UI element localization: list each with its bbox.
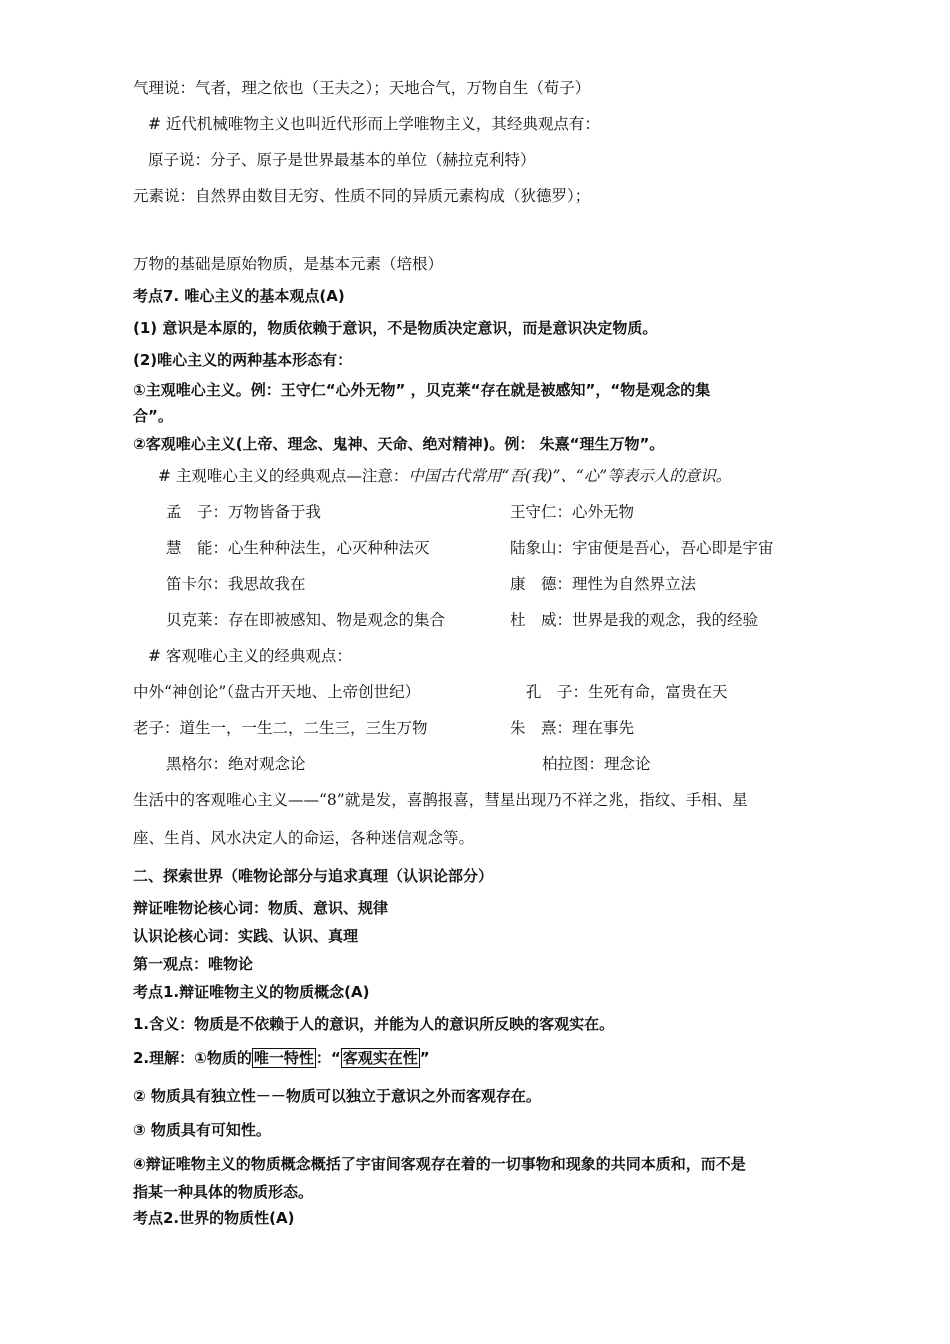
quote-right: 陆象山：宇宙便是吾心，吾心即是宇宙 (510, 539, 774, 557)
paragraph: ②客观唯心主义(上帝、理念、鬼神、天命、绝对精神)。例： 朱熹“理生万物”。 (133, 435, 665, 453)
keyword-line: 第一观点：唯物论 (133, 955, 254, 973)
quote-right: 朱 熹：理在事先 (510, 719, 635, 737)
paragraph: (1) 意识是本原的，物质依赖于意识，不是物质决定意识，而是意识决定物质。 (133, 319, 658, 337)
quote-right: 王守仁：心外无物 (510, 503, 635, 521)
quote-left: 贝克莱：存在即被感知、物是观念的集合 (166, 611, 446, 629)
paragraph: ② 物质具有独立性－－物质可以独立于意识之外而客观存在。 (133, 1087, 541, 1105)
quote-left: 黑格尔：绝对观念论 (166, 755, 306, 773)
boxed-term: 唯一特性 (253, 1049, 314, 1067)
note-emphasis: 中国古代常用“吾(我)”、“心”等表示人的意识。 (408, 467, 732, 485)
quote-left: 慧 能：心生种种法生，心灭种种法灭 (166, 539, 430, 557)
text-line: 原子说：分子、原子是世界最基本的单位（赫拉克利特） (148, 151, 536, 169)
quote-right: 柏拉图：理念论 (542, 755, 651, 773)
note-line (158, 466, 731, 486)
note-prefix: # 主观唯心主义的经典观点—注意： (158, 467, 409, 485)
keyword-line: 认识论核心词：实践、认识、真理 (133, 927, 359, 945)
text-line: 元素说：自然界由数目无穷、性质不同的异质元素构成（狄德罗）； (133, 187, 591, 205)
paragraph: ③ 物质具有可知性。 (133, 1121, 271, 1139)
quote-left: 老子：道生一，一生二，二生三，三生万物 (133, 719, 428, 737)
paragraph: (2)唯心主义的两种基本形态有： (133, 351, 353, 369)
text-line: # 客观唯心主义的经典观点： (148, 647, 352, 665)
paragraph: 座、生肖、风水决定人的命运，各种迷信观念等。 (133, 829, 475, 847)
text-line: 万物的基础是原始物质，是基本元素（培根） (133, 255, 444, 273)
paragraph: 生活中的客观唯心主义——“8”就是发，喜鹊报喜，彗星出现乃不祥之兆，指纹、手相、星 (133, 791, 748, 809)
section-heading: 考点7. 唯心主义的基本观点(A) (133, 287, 345, 305)
keyword-line: 辩证唯物论核心词：物质、意识、规律 (133, 899, 389, 917)
quote-right: 杜 威：世界是我的观念，我的经验 (510, 611, 759, 629)
quote-left: 中外“神创论”（盘古开天地、上帝创世纪） (133, 683, 421, 701)
quote-right: 孔 子：生死有命，富贵在天 (526, 683, 728, 701)
section-heading: 考点1.辩证唯物主义的物质概念(A) (133, 983, 370, 1001)
paragraph: 1.含义：物质是不依赖于人的意识，并能为人的意识所反映的客观实在。 (133, 1015, 615, 1033)
quote-left: 孟 子：万物皆备于我 (166, 503, 322, 521)
quote-right: 康 德：理性为自然界立法 (510, 575, 697, 593)
text-segment: ：“ (315, 1049, 341, 1067)
paragraph: 指某一种具体的物质形态。 (133, 1183, 314, 1201)
text-line: # 近代机械唯物主义也叫近代形而上学唯物主义，其经典观点有： (148, 115, 600, 133)
quote-left: 笛卡尔：我思故我在 (166, 575, 306, 593)
text-line: 气理说：气者，理之依也（王夫之）；天地合气，万物自生（荀子） (133, 79, 591, 97)
paragraph: ①主观唯心主义。例：王守仁“心外无物” ，贝克莱“存在就是被感知”，“物是观念的集 (133, 381, 711, 399)
text-segment: ” (419, 1049, 430, 1067)
boxed-term: 客观实在性 (342, 1049, 418, 1067)
section-heading: 考点2.世界的物质性(A) (133, 1209, 295, 1227)
paragraph: 合”。 (133, 407, 173, 425)
paragraph: ④辩证唯物主义的物质概念概括了宇宙间客观存在着的一切事物和现象的共同本质和，而不是 (133, 1155, 746, 1173)
section-heading: 二、探索世界（唯物论部分与追求真理（认识论部分） (133, 867, 494, 885)
paragraph (133, 1048, 430, 1068)
text-segment: 2.理解：①物质的 (133, 1049, 252, 1067)
